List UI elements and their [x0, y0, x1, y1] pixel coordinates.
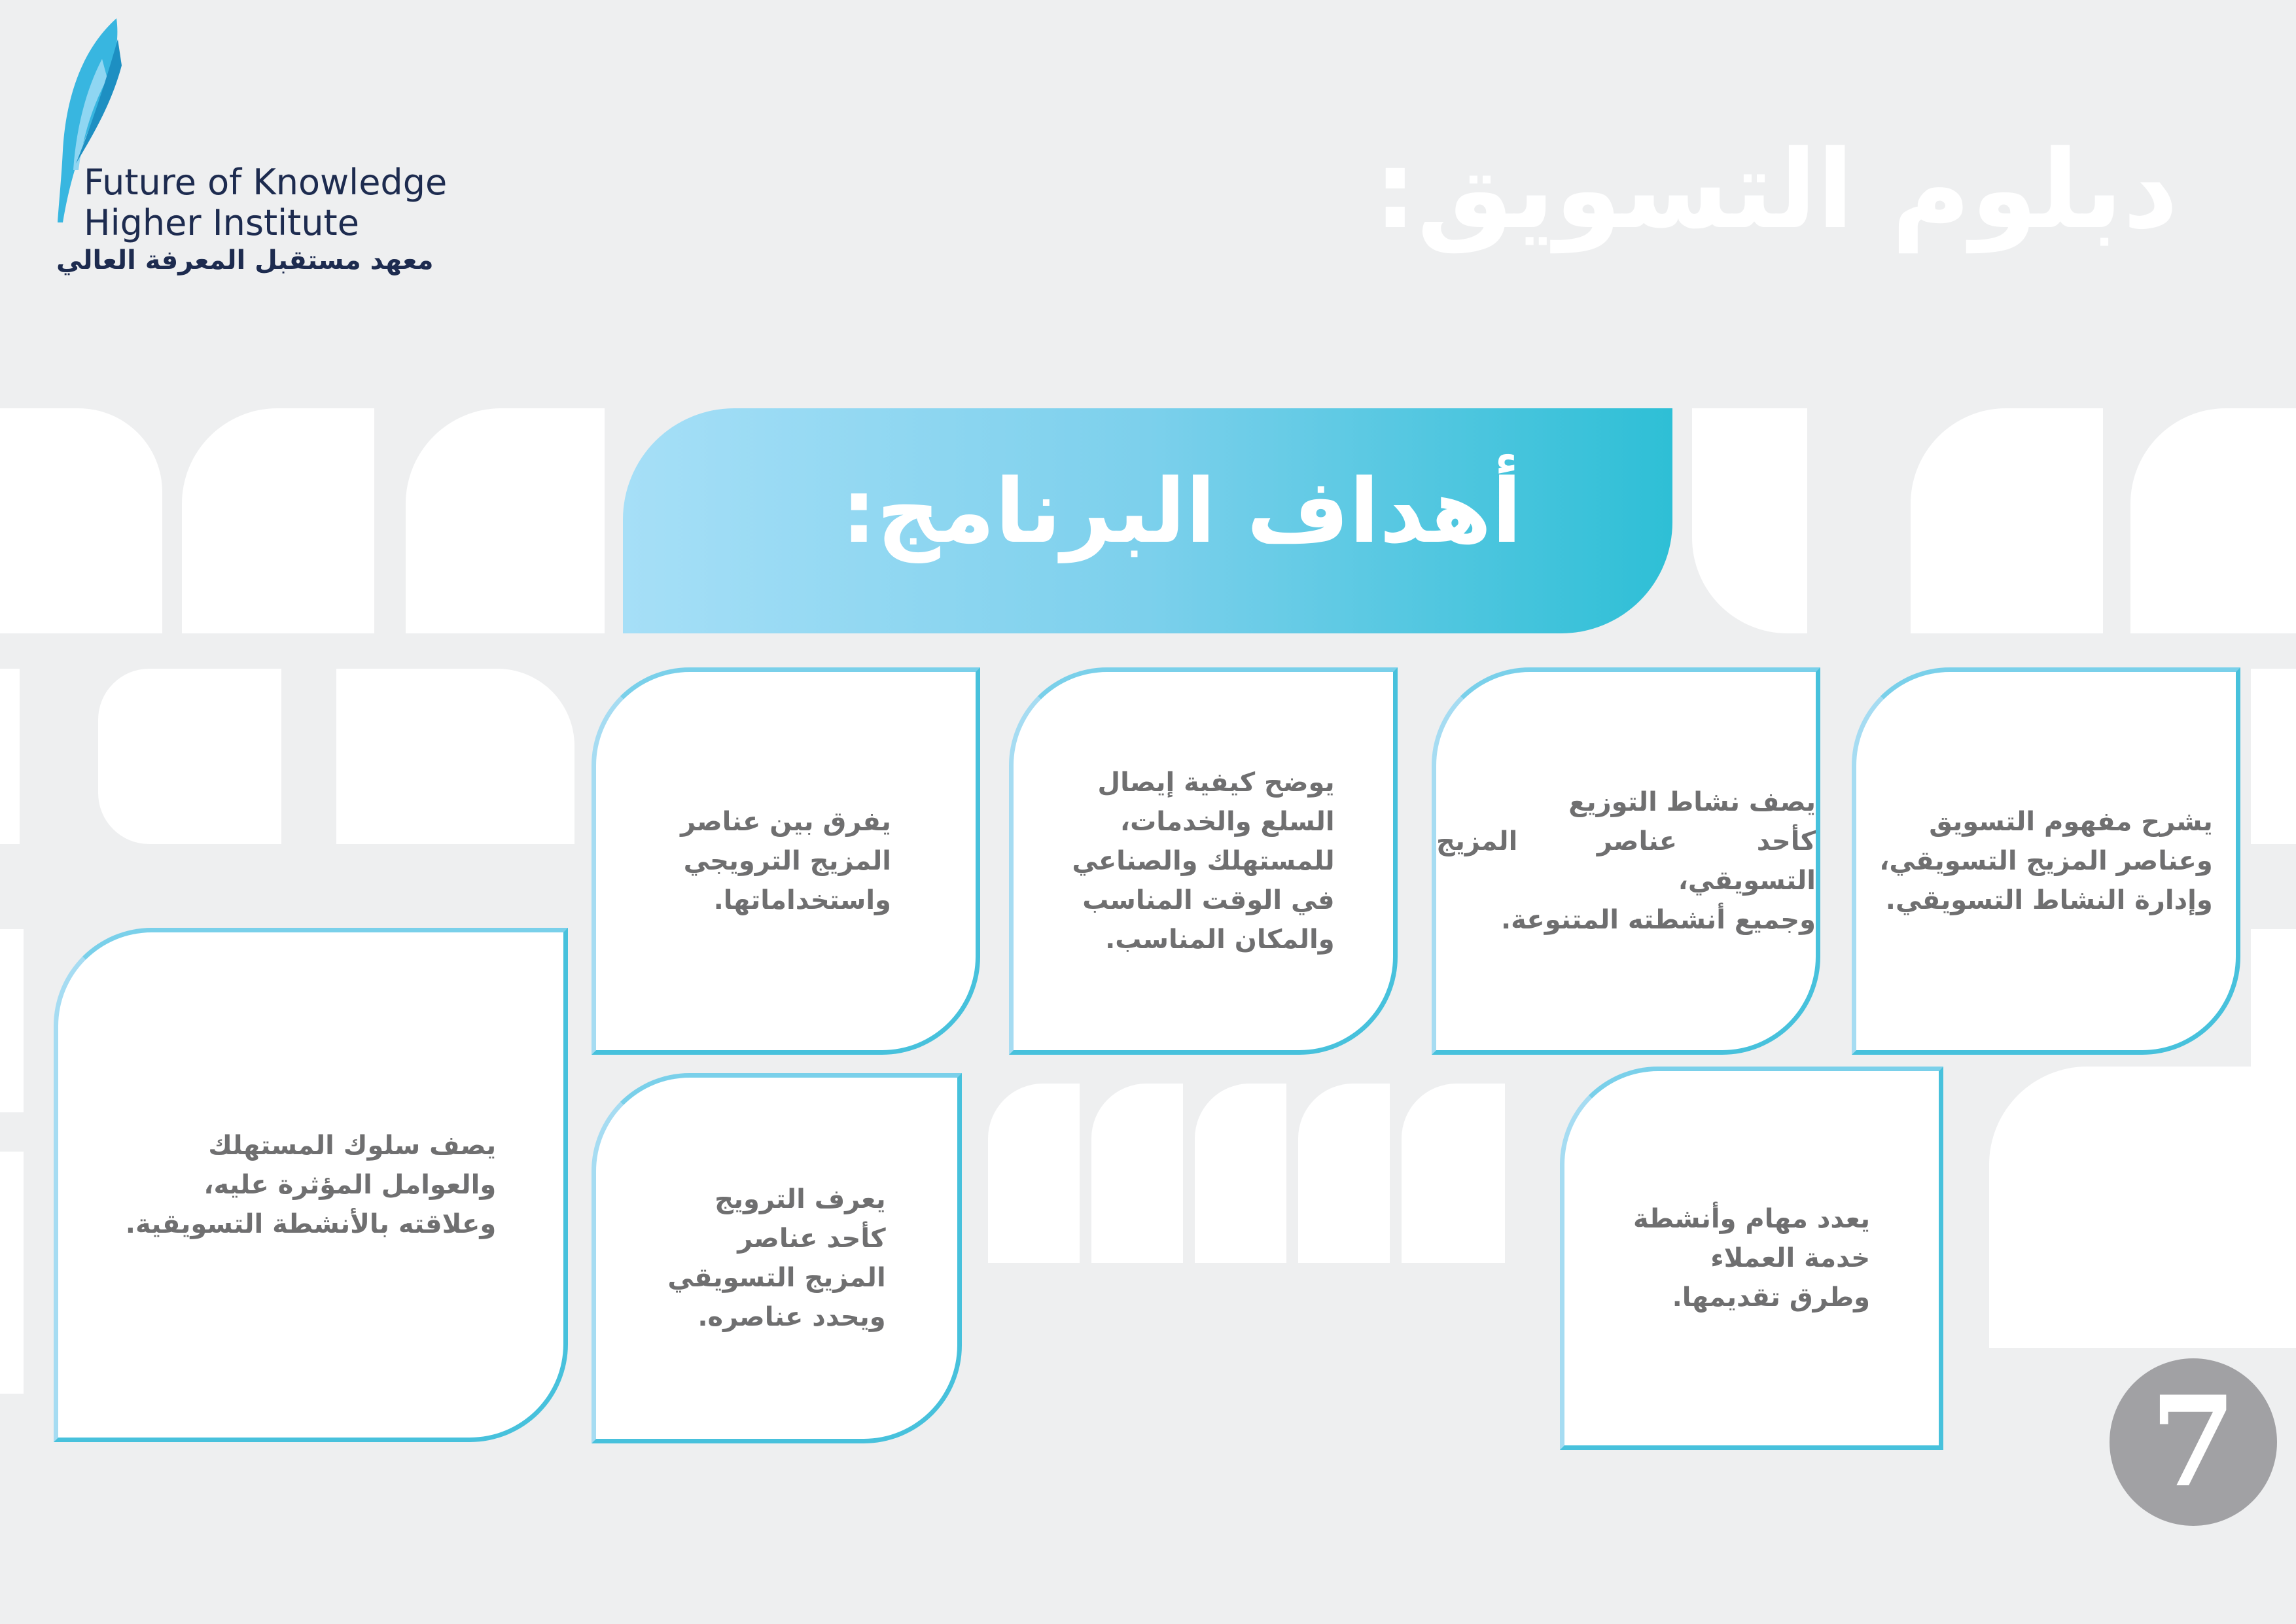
- objective-text: يصف سلوك المستهلك والعوامل المؤثرة عليه، وعلاقته بالأنشطة التسويقية.: [125, 1131, 497, 1239]
- objective-text: يصف نشاط التوزيع كأحد عناصر المزيج التسويقي، وجميع أنشطته المتنوعة.: [1436, 787, 1816, 935]
- objective-card: [592, 667, 980, 1055]
- logo-name-arabic: معهد مستقبل المعرفة العالي: [56, 245, 434, 275]
- objective-text: يفرق بين عناصر المزيج الترويجي واستخداماتها.: [680, 807, 891, 915]
- banner-title: أهداف البرنامج:: [841, 460, 1522, 563]
- objective-card: [1432, 667, 1820, 1055]
- arch-shape: [1692, 408, 1807, 633]
- arch-shape: [406, 408, 605, 633]
- arch-shape: [336, 669, 574, 844]
- arch-shape: [1195, 1084, 1286, 1263]
- arch-shape: [2130, 408, 2296, 633]
- objective-card: [54, 928, 568, 1442]
- page-number-badge: [2110, 1358, 2277, 1526]
- arch-shape: [1911, 408, 2103, 633]
- arch-shape: [1402, 1084, 1505, 1263]
- objective-card: [1009, 667, 1398, 1055]
- arch-shape: [98, 669, 281, 844]
- arch-shape: [1989, 1067, 2296, 1348]
- objective-text: يعرف الترويج كأحد عناصر المزيج التسويقي ويحدد عناصره.: [667, 1184, 886, 1332]
- institute-logo: [39, 13, 510, 288]
- objective-card: [592, 1073, 962, 1443]
- objective-text: يوضح كيفية إيصال السلع والخدمات، للمستهلك والصناعي في الوقت المناسب والمكان المناسب.: [1072, 768, 1335, 955]
- arch-shape: [0, 669, 20, 844]
- objective-card: [1560, 1067, 1943, 1450]
- page-number: 7: [2149, 1369, 2237, 1515]
- arch-shape: [1091, 1084, 1183, 1263]
- arch-shape: [0, 408, 162, 633]
- objectives-banner: [623, 408, 1672, 633]
- arch-shape: [988, 1084, 1080, 1263]
- objective-card: [1852, 667, 2240, 1055]
- arch-shape: [2251, 669, 2296, 844]
- arch-shape: [182, 408, 374, 633]
- arch-shape: [0, 929, 24, 1112]
- page-title: دبلوم التسويق:: [1373, 127, 2178, 253]
- arch-shape: [1298, 1084, 1390, 1263]
- objective-text: يعدد مهام وأنشطة خدمة العملاء وطرق تقديمها.: [1633, 1204, 1871, 1313]
- objective-text: يشرح مفهوم التسويق وعناصر المزيج التسويقي، وإدارة النشاط التسويقي.: [1879, 807, 2213, 915]
- logo-name-line1: Future of Knowledge: [84, 162, 448, 203]
- arch-shape: [0, 1152, 24, 1394]
- logo-name-line2: Higher Institute: [84, 202, 359, 243]
